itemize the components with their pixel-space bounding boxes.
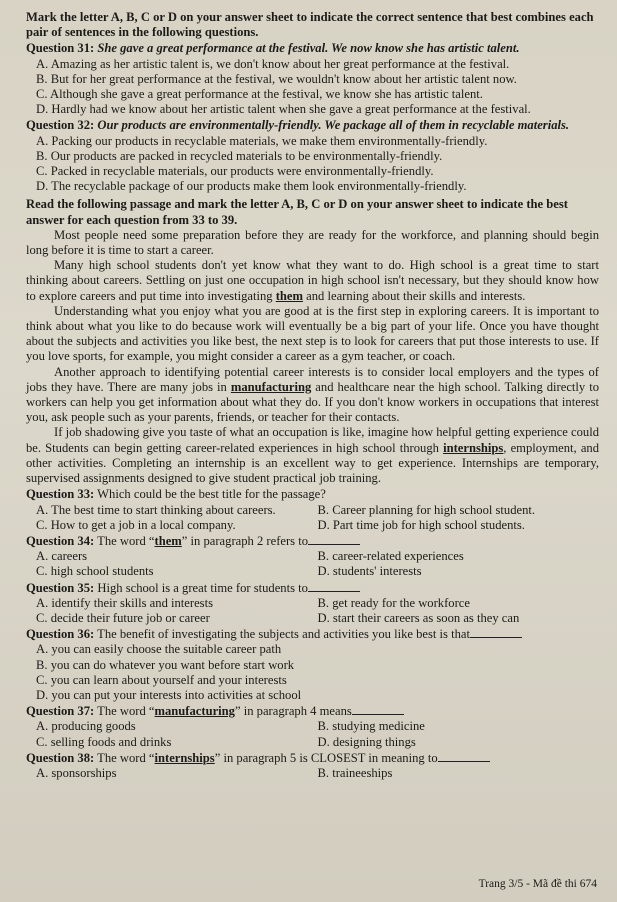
q31-option-c[interactable]: C. Although she gave a great performance at the festival, we know she has artistic talent. — [36, 87, 483, 102]
q36-option-b[interactable]: B. you can do whatever you want before start work — [36, 657, 295, 672]
page-footer: Trang 3/5 - Mã đề thi 674 — [478, 877, 597, 890]
q33-option-c[interactable]: C. How to get a job in a local company. — [36, 517, 236, 532]
question-38-prompt-word: internships — [154, 750, 215, 765]
q31-option-b[interactable]: B. But for her great performance at the festival, we wouldn't know about her artistic talent now. — [36, 71, 517, 86]
p5-text-before: If job shadowing give you taste of what an occupation is like, imagine how helpful getting experience could be. Students can begin getting career-related experiences in high school through — [26, 425, 599, 455]
q35-option-b[interactable]: B. get ready for the workforce — [317, 595, 470, 610]
question-33-label: Question 33: — [26, 487, 95, 502]
q34-option-b[interactable]: B. career-related experiences — [317, 549, 464, 564]
question-31 — [26, 41, 599, 56]
q37-options-row-2 — [26, 735, 599, 750]
q34-option-a[interactable]: A. careers — [36, 549, 88, 564]
q33-option-a[interactable]: A. The best time to start thinking about careers. — [36, 502, 276, 517]
question-36-label: Question 36: — [26, 627, 95, 642]
q33-options-row-1 — [26, 503, 599, 518]
question-31-label: Question 31: — [26, 41, 95, 56]
q38-option-a[interactable]: A. sponsorships — [36, 765, 117, 780]
q33-option-b[interactable]: B. Career planning for high school student. — [317, 502, 536, 517]
passage-paragraph-5 — [26, 425, 599, 486]
p2-word-them: them — [275, 288, 303, 303]
q37-option-d[interactable]: D. designing things — [317, 734, 416, 749]
q37-option-a[interactable]: A. producing goods — [36, 719, 136, 734]
question-34-prompt-before: The word “ — [97, 533, 155, 548]
passage-paragraph-2 — [26, 258, 599, 304]
question-35-prompt: High school is a great time for students to — [97, 580, 308, 595]
question-38-prompt-before: The word “ — [97, 750, 155, 765]
q32-option-b[interactable]: B. Our products are packed in recycled materials to be environmentally-friendly. — [36, 148, 443, 163]
q36-option-a[interactable]: A. you can easily choose the suitable career path — [36, 642, 282, 657]
passage-paragraph-1: Most people need some preparation before they are ready for the workforce, and planning should begin long before it is time to start a career. — [26, 227, 599, 258]
question-35 — [26, 581, 599, 596]
question-38-label: Question 38: — [26, 750, 95, 765]
question-34 — [26, 534, 599, 549]
answer-blank — [438, 761, 490, 762]
q37-option-c[interactable]: C. selling foods and drinks — [36, 734, 172, 749]
question-34-prompt-after: ” in paragraph 2 refers to — [181, 533, 309, 548]
question-37-label: Question 37: — [26, 704, 95, 719]
q35-option-d[interactable]: D. start their careers as soon as they can — [317, 610, 520, 625]
q35-option-c[interactable]: C. decide their future job or career — [36, 610, 210, 625]
question-38-prompt-after: ” in paragraph 5 is CLOSEST in meaning to — [214, 750, 438, 765]
question-34-label: Question 34: — [26, 533, 95, 548]
q38-option-b[interactable]: B. traineeships — [317, 765, 393, 780]
p4-text-before: Another approach to identifying potential career interests is to consider local employers and the types of jobs they have. There are many jobs in — [26, 364, 599, 394]
p2-text-after: and learning about their skills and interests. — [303, 288, 526, 303]
answer-blank — [308, 591, 360, 592]
q35-option-a[interactable]: A. identify their skills and interests — [36, 595, 213, 610]
q34-options-row-2 — [26, 564, 599, 579]
passage-paragraph-4 — [26, 365, 599, 426]
answer-blank — [352, 714, 404, 715]
q37-option-b[interactable]: B. studying medicine — [317, 719, 425, 734]
q32-option-a[interactable]: A. Packing our products in recyclable materials, we make them environmentally-friendly. — [36, 133, 488, 148]
p4-text-after: and healthcare near the high school. Talking directly to workers can help you get information about what they do. If you don't know workers in occupations that interest you, ask people such as your parents, friends, or teacher for their contacts. — [26, 379, 599, 425]
question-36 — [26, 627, 599, 642]
question-33 — [26, 487, 599, 502]
q31-option-a[interactable]: A. Amazing as her artistic talent is, we don't know about her great performance at the festival. — [36, 56, 510, 71]
q31-option-d[interactable]: D. Hardly had we know about her artistic talent when she gave a great performance at the festival. — [36, 102, 531, 117]
instruction-combine: Mark the letter A, B, C or D on your answer sheet to indicate the correct sentence that best combines each pair of sentences in the following questions. — [26, 10, 594, 40]
question-32-prompt: Our products are environmentally-friendly. We package all of them in recyclable materials. — [97, 118, 570, 133]
q36-option-d[interactable]: D. you can put your interests into activities at school — [36, 687, 302, 702]
answer-blank — [470, 637, 522, 638]
question-38 — [26, 751, 599, 766]
question-37-prompt-word: manufacturing — [154, 704, 235, 719]
question-33-prompt: Which could be the best title for the passage? — [97, 487, 326, 502]
passage-paragraph-3: Understanding what you enjoy what you are good at is the first step in exploring careers. It is important to think about what you like to do because work will eventually be a big part of your life. Once you have thought about the subjects and activities you like best, the next step is to look for careers that put those interests to use. If you love sports, for example, you might consider a career as a gym teacher, or coach. — [26, 303, 599, 364]
p4-word-manufacturing: manufacturing — [230, 379, 312, 394]
answer-blank — [308, 544, 360, 545]
q38-options-row-1 — [26, 766, 599, 781]
q35-options-row-2 — [26, 611, 599, 626]
p2-text-before: Many high school students don't yet know what they want to do. High school is a great time to start thinking about careers. Settling on just one occupation in high school isn't necessary, but they should know how to explore careers and put time into investigating — [26, 258, 599, 303]
question-36-prompt: The benefit of investigating the subjects and activities you like best is that — [97, 627, 470, 642]
q34-options-row-1 — [26, 549, 599, 564]
p5-word-internships: internships — [443, 440, 504, 455]
question-37-prompt-after: ” in paragraph 4 means — [234, 704, 352, 719]
question-34-prompt-word: them — [154, 533, 182, 548]
q36-option-c[interactable]: C. you can learn about yourself and your interests — [36, 672, 287, 687]
question-32 — [26, 118, 599, 133]
question-37-prompt-before: The word “ — [97, 704, 155, 719]
q34-option-d[interactable]: D. students' interests — [317, 564, 422, 579]
p5-text-after: , employment, and other activities. Completing an internship is an excellent way to get experience. Internships are temporary, supervised assignments designed to give student practical job training. — [26, 440, 600, 486]
question-31-prompt: She gave a great performance at the festival. We now know she has artistic talent. — [97, 41, 520, 56]
q33-option-d[interactable]: D. Part time job for high school students. — [317, 517, 525, 532]
question-35-label: Question 35: — [26, 580, 95, 595]
q34-option-c[interactable]: C. high school students — [36, 564, 154, 579]
q32-option-d[interactable]: D. The recyclable package of our products make them look environmentally-friendly. — [36, 179, 467, 194]
instruction-passage: Read the following passage and mark the letter A, B, C or D on your answer sheet to indicate the best answer for each question from 33 to 39. — [26, 197, 568, 227]
q37-options-row-1 — [26, 719, 599, 734]
question-37 — [26, 704, 599, 719]
q35-options-row-1 — [26, 596, 599, 611]
q32-option-c[interactable]: C. Packed in recyclable materials, our products were environmentally-friendly. — [36, 164, 434, 179]
question-32-label: Question 32: — [26, 118, 95, 133]
q33-options-row-2 — [26, 518, 599, 533]
